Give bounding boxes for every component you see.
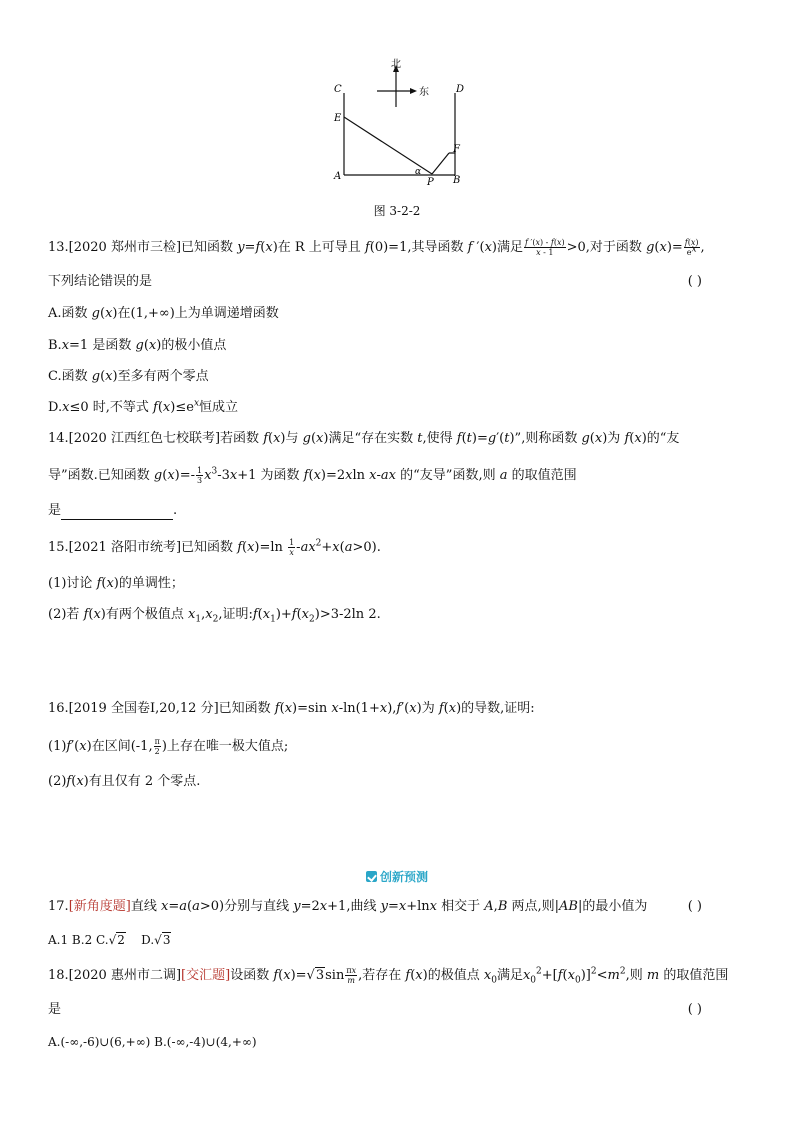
question-13-option-d[interactable]: D.x≤0 时,不等式 $f(x)\le e^x$恒成立 xyxy=(48,398,239,415)
compass-east-label: 东 xyxy=(419,87,429,98)
question-17-options[interactable]: A.1 B.2 C.√2 D.√3 xyxy=(48,933,171,947)
question-17-stem: 17.[新角度题]直线 x=a(a>0)分别与直线 y=2x+1,曲线 y=x+lnx 相交于 A,B 两点,则|AB|的最小值为 ( ) xyxy=(48,899,702,914)
answer-paren-13[interactable]: ( ) xyxy=(687,274,702,289)
question-14-line2: 导”函数.已知函数 g(x)=- $\frac{1}{3}$ $x^3-3x+1$ 为函数 f(x)=2xln x-ax 的“友导”函数,则 a 的取值范围 xyxy=(48,466,577,485)
point-label-e: E xyxy=(334,113,342,124)
question-13-line2: 下列结论错误的是 ( ) xyxy=(48,274,702,289)
section-header-innovation: 创新预测 xyxy=(0,868,794,885)
point-label-c: C xyxy=(334,84,342,95)
figure-caption: 图 3-2-2 xyxy=(373,204,421,218)
question-15-part1: (1)讨论 f(x)的单调性； xyxy=(48,576,184,591)
question-13-option-c[interactable]: C.函数 g(x)至多有两个零点 xyxy=(48,369,209,384)
question-16-part1: (1)f′(x)在区间(-1, $\frac{\pi}{2}$ )上存在唯一极大值点; xyxy=(48,737,289,756)
question-18-options[interactable]: A.(-∞,-6)∪(6,+∞) B.(-∞,-4)∪(4,+∞) xyxy=(48,1035,257,1049)
point-label-b: B xyxy=(453,175,461,186)
question-13-option-a[interactable]: A.函数 g(x)在(1,+∞)上为单调递增函数 xyxy=(48,306,279,321)
question-16-stem: 16.[2019 全国卷Ⅰ,20,12 分]已知函数 f(x)=sin x-ln(1+x),f′(x)为 f(x)的导数,证明: xyxy=(48,701,535,716)
question-18-stem: 18.[2020 惠州市二调][交汇题]设函数 f(x)=√3sin $\frac{\pi x}{m}$ ,若存在 f(x)的极值点 $x_0$满足$x_0^2+[f(x_0)]^2<m^2$,则 m 的取值范围 xyxy=(48,966,729,986)
point-label-f: F xyxy=(453,144,460,155)
answer-paren-18[interactable]: ( ) xyxy=(687,1002,702,1017)
question-16-part2: (2)f(x)有且仅有 2 个零点. xyxy=(48,774,201,789)
angle-label-alpha: α xyxy=(415,167,422,177)
question-15-part2: (2)若 f(x)有两个极值点 $x_1,x_2$,证明$:f(x_1)+f(x_2)>3-2\ln$ 2. xyxy=(48,607,381,625)
question-13-option-b[interactable]: B.x=1 是函数 g(x)的极小值点 xyxy=(48,338,227,353)
question-15-stem: 15.[2021 洛阳市统考]已知函数 f(x)=ln $\frac{1}{x}$ $-ax^2+x(a>0)$. xyxy=(48,538,381,557)
question-18-line2: 是 ( ) xyxy=(48,1002,702,1017)
compass-north-label: 北 xyxy=(391,59,401,70)
question-14-stem: 14.[2020 江西红色七校联考]若函数 f(x)与 g(x)满足“存在实数 t,使得 f(t)=g′(t)”,则称函数 g(x)为 f(x)的“友 xyxy=(48,431,680,446)
point-label-a: A xyxy=(334,171,342,182)
point-label-d: D xyxy=(456,84,465,95)
tag-crossover: [交汇题] xyxy=(181,968,231,983)
point-label-p: P xyxy=(427,177,434,188)
tag-new-angle: [新角度题] xyxy=(68,899,131,914)
geometry-figure xyxy=(325,55,475,190)
question-14-line3: 是 . xyxy=(48,503,178,518)
answer-paren-17[interactable]: ( ) xyxy=(687,899,702,914)
answer-blank-14[interactable] xyxy=(61,506,173,520)
check-edit-icon xyxy=(366,871,377,882)
question-13-stem: 13.[2020 郑州市三检]已知函数 y=f(x)在 R 上可导且 f(0)=1,其导函数 f ′(x)满足 $\frac{f '(x) - f(x)}{x - 1}$ >0,对于函数 g(x)= $\frac{f(x)}{e^x}$ , xyxy=(48,238,705,257)
